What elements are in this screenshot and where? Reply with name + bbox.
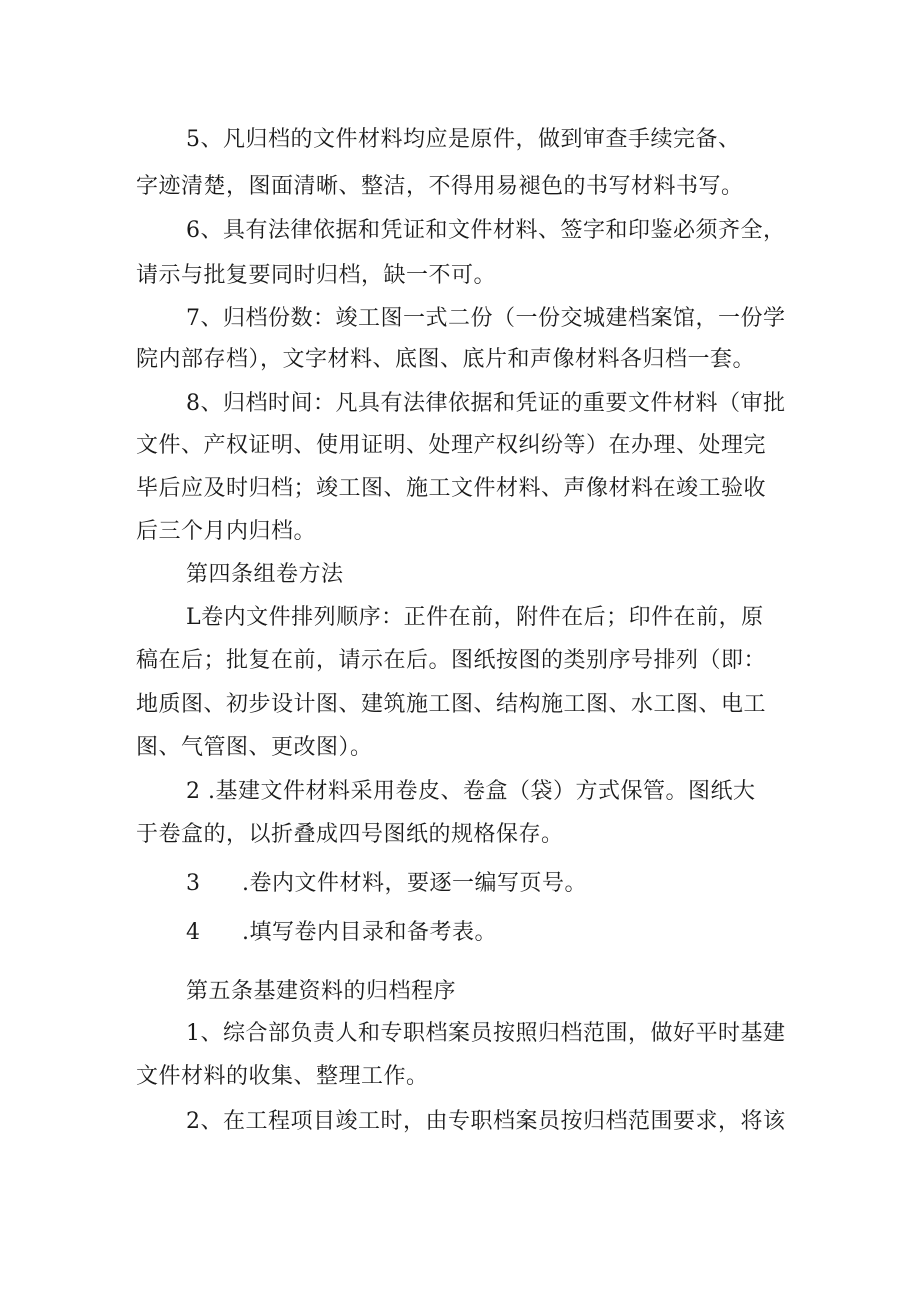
list-item-number: 4 [186,920,201,945]
text-line: 院内部存档），文字材料、底图、底片和声像材料各归档一套。 [136,347,756,372]
list-item [186,918,497,948]
text-line: 图、气管图、更改图）。 [136,735,373,760]
text-line: 2、在工程项目竣工时，由专职档案员按归档范围要求，将该 [186,1109,786,1134]
text-line: 2 .基建文件材料采用卷皮、卷盒（袋）方式保管。图纸大 [186,779,756,804]
text-line: 文件材料的收集、整理工作。 [136,1064,429,1089]
text-line: 地质图、初步设计图、建筑施工图、结构施工图、水工图、电工 [136,692,767,717]
text-line: 文件、产权证明、使用证明、处理产权纠纷等）在办理、处理完 [136,433,767,458]
list-item-number: 3 [186,871,201,896]
text-line: 请示与批复要同时归档，缺一不可。 [136,263,497,288]
text-line: 8、归档时间：凡具有法律依据和凭证的重要文件材料（审批 [186,391,786,416]
section-heading: 第五条基建资料的归档程序 [186,979,457,1004]
text-line: 字迹清楚，图面清晰、整洁，不得用易褪色的书写材料书写。 [136,174,744,199]
text-line: 7、归档份数：竣工图一式二份（一份交城建档案馆，一份学 [186,306,786,331]
text-line: L卷内文件排列顺序：正件在前，附件在后；印件在前，原 [186,605,764,630]
list-item [186,869,587,899]
text-line: 5、凡归档的文件材料均应是原件，做到审查手续完备、 [186,127,741,152]
text-line: 毕后应及时归档；竣工图、施工文件材料、声像材料在竣工验收 [136,476,767,501]
text-line: 1、综合部负责人和专职档案员按照归档范围，做好平时基建 [186,1021,786,1046]
list-item-text: .填写卷内目录和备考表。 [242,920,497,945]
text-line: 于卷盒的，以折叠成四号图纸的规格保存。 [136,822,564,847]
list-item-text: .卷内文件材料，要逐一编写页号。 [242,871,587,896]
text-line: 稿在后；批复在前，请示在后。图纸按图的类别序号排列（即： [136,648,767,673]
section-heading: 第四条组卷方法 [186,562,344,587]
text-line: 6、具有法律依据和凭证和文件材料、签字和印鉴必须齐全， [186,218,786,243]
text-line: 后三个月内归档。 [136,519,317,544]
